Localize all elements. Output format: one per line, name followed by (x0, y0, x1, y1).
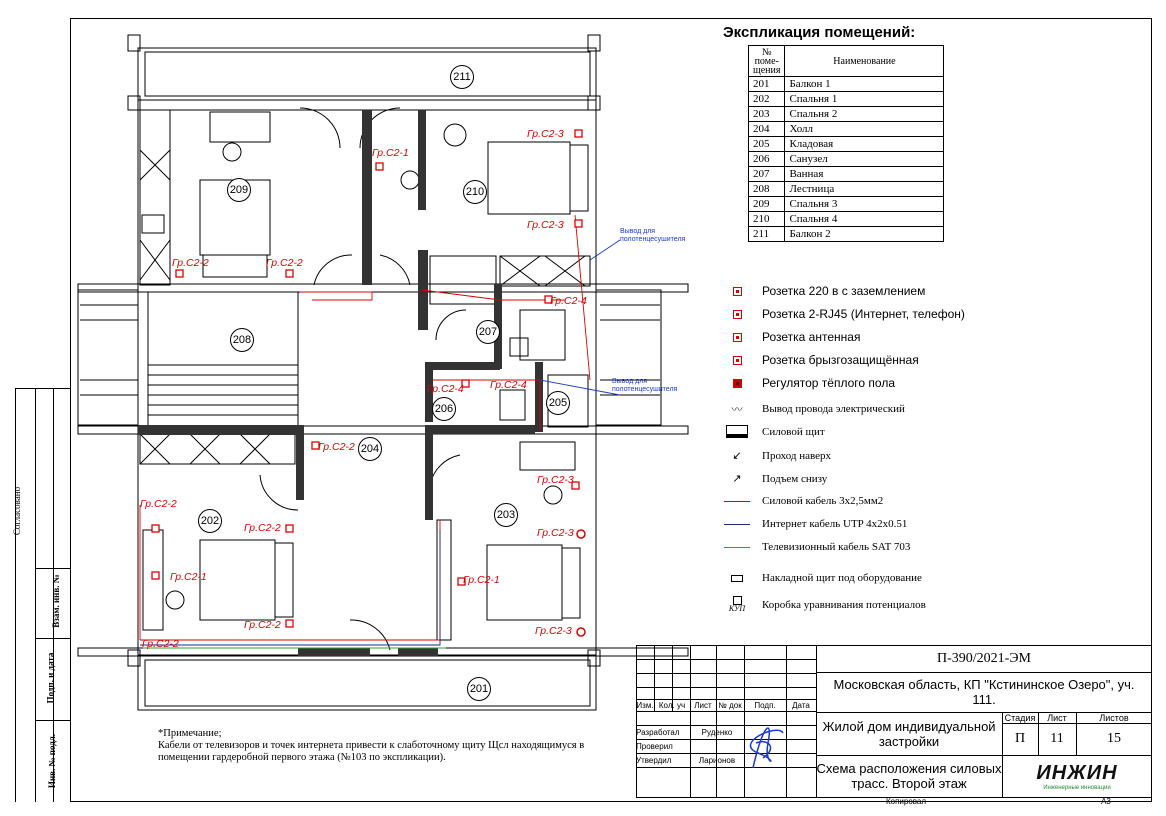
room-name: Ванная (785, 167, 944, 182)
room-number: 201 (467, 677, 491, 701)
side-sign-date: Подп. и дата (45, 652, 56, 704)
room-name: Санузел (785, 152, 944, 167)
room-number: 202 (198, 509, 222, 533)
note-line: Кабели от телевизоров и точек интернета привести к слаботочному щиту Щсл находящимуся в (158, 740, 585, 751)
room-num: 205 (749, 137, 785, 152)
object-name: Жилой дом индивидуальной застройки (822, 718, 996, 749)
note (158, 728, 584, 764)
room-num: 206 (749, 152, 785, 167)
legend-rise-below: ↗ Подъем снизу (722, 472, 827, 485)
company-logo (1002, 755, 1152, 797)
tb-col-kol: Кол. уч (658, 700, 686, 710)
legend-pass-up: ↙ Проход наверх (722, 449, 831, 462)
power-cable-line (724, 501, 750, 502)
explication-row (749, 212, 944, 227)
room-number: 206 (432, 397, 456, 421)
side-stamp (12, 388, 70, 802)
group-label: Гр.С2-4 (427, 383, 464, 395)
logo-subtext: Инженерные инновации (1043, 784, 1111, 791)
signature (748, 713, 788, 773)
tb-person: Руденко (701, 727, 733, 737)
explication-row (749, 137, 944, 152)
room-num: 204 (749, 122, 785, 137)
copied-label: Копировал (885, 796, 927, 806)
format-label: А3 (1101, 796, 1111, 806)
group-label: Гр.С2-3 (537, 474, 574, 486)
tb-role: Утвердил (636, 755, 672, 765)
tb-col-date: Дата (792, 700, 810, 710)
socket-antenna-icon (733, 333, 742, 342)
room-number: 211 (450, 65, 474, 89)
side-agreed: Согласовано (12, 486, 23, 536)
room-name: Спальня 3 (785, 197, 944, 212)
internet-cable-line (724, 524, 750, 525)
note-title: *Примечание; (158, 728, 222, 739)
room-name: Спальня 4 (785, 212, 944, 227)
legend-internet-cable: Интернет кабель UTP 4х2х0.51 (722, 518, 907, 530)
room-number: 209 (227, 178, 251, 202)
room-name: Кладовая (785, 137, 944, 152)
logo-text: ИНЖИН (1036, 761, 1118, 784)
group-label: Гр.С2-2 (142, 638, 179, 650)
group-label: Гр.С2-2 (244, 522, 281, 534)
tb-role: Проверил (636, 741, 673, 751)
stage-value: П (1014, 731, 1026, 746)
legend-socket-ground: Розетка 220 в с заземлением (722, 284, 925, 298)
group-label: Гр.С2-2 (140, 498, 177, 510)
room-number: 204 (358, 437, 382, 461)
sheets-value: 15 (1107, 731, 1121, 746)
legend-surface-panel: Накладной щит под оборудование (722, 572, 922, 584)
tb-person (690, 739, 744, 753)
explication-row (749, 227, 944, 242)
explication-row (749, 167, 944, 182)
arrow-up-icon: ↙ (732, 450, 742, 462)
legend-power-cable: Силовой кабель 3х2,5мм2 (722, 495, 883, 507)
room-name: Балкон 1 (785, 77, 944, 92)
room-number: 208 (230, 328, 254, 352)
location: Московская область, КП "Кстининское Озеро", уч. 111. (833, 677, 1135, 707)
group-label: Гр.С2-2 (266, 257, 303, 269)
socket-ground-icon (733, 287, 742, 296)
legend-tv-cable: Телевизионный кабель SAT 703 (722, 541, 910, 553)
socket-rj45-icon (733, 310, 742, 319)
explication-row (749, 152, 944, 167)
side-inv: Взам. инв. № (50, 574, 61, 628)
group-label: Гр.С2-1 (463, 574, 500, 586)
tb-col-doc: № док (718, 700, 742, 710)
tb-col-list: Лист (694, 700, 712, 710)
legend-floor-heat: Регулятор тёплого пола (722, 376, 895, 390)
towel-dryer-note: Вывод для полотенцесушителя (620, 228, 686, 243)
side-inv-orig: Инв. № подл. (47, 733, 58, 789)
group-label: Гр.С2-3 (535, 625, 572, 637)
legend-wire-outlet: 〰 Вывод провода электрический (722, 401, 905, 417)
floor-plan (75, 25, 715, 715)
tb-col-izm: Изм. (636, 700, 654, 710)
explication-table (748, 45, 944, 242)
col-num-header: № поме- щения (749, 46, 785, 77)
room-name: Спальня 2 (785, 107, 944, 122)
legend-socket-splash: Розетка брызгозащищённая (722, 353, 919, 367)
room-num: 203 (749, 107, 785, 122)
room-number: 207 (476, 320, 500, 344)
group-label: Гр.С2-4 (550, 295, 587, 307)
explication-row (749, 182, 944, 197)
explication-title: Экспликация помещений: (723, 24, 916, 41)
room-number: 210 (463, 180, 487, 204)
room-num: 208 (749, 182, 785, 197)
sheet-value: 11 (1050, 731, 1064, 746)
room-name: Спальня 1 (785, 92, 944, 107)
title-block (636, 645, 1152, 806)
arrow-rise-icon: ↗ (732, 473, 742, 485)
room-name: Балкон 2 (785, 227, 944, 242)
tb-col-sign: Подп. (754, 700, 776, 710)
col-name-header: Наименование (785, 46, 944, 77)
legend-equipotential: КУП Коробка уравнивания потенциалов (722, 596, 926, 613)
power-panel-icon (726, 425, 748, 438)
room-num: 211 (749, 227, 785, 242)
room-num: 207 (749, 167, 785, 182)
group-label: Гр.С2-2 (244, 619, 281, 631)
group-label: Гр.С2-4 (490, 379, 527, 391)
room-num: 202 (749, 92, 785, 107)
group-label: Гр.С2-3 (537, 527, 574, 539)
legend-socket-rj45: Розетка 2-RJ45 (Интернет, телефон) (722, 307, 965, 321)
stage-label: Стадия (1004, 712, 1036, 723)
legend-power-panel: Силовой щит (722, 425, 825, 438)
explication-row (749, 77, 944, 92)
doc-code: П-390/2021-ЭМ (936, 650, 1031, 666)
group-label: Гр.С2-2 (172, 257, 209, 269)
group-label: Гр.С2-1 (170, 571, 207, 583)
towel-dryer-note: Вывод для полотенцесушителя (612, 378, 678, 393)
explication-row (749, 107, 944, 122)
room-number: 203 (494, 503, 518, 527)
note-line: помещении гардеробной первого этажа (№103 по экспликации). (158, 752, 446, 763)
sheet-title: Схема расположения силовых трасс. Второй этаж (816, 761, 1002, 791)
room-name: Лестница (785, 182, 944, 197)
floor-heat-icon (733, 379, 742, 388)
explication-row (749, 122, 944, 137)
legend-socket-antenna: Розетка антенная (722, 330, 860, 344)
surface-panel-icon (731, 575, 743, 582)
sheets-label: Листов (1099, 712, 1129, 723)
sheet-label: Лист (1047, 712, 1067, 723)
group-label: Гр.С2-1 (372, 147, 409, 159)
wire-outlet-icon: 〰 (731, 404, 743, 416)
room-number: 205 (546, 391, 570, 415)
room-num: 210 (749, 212, 785, 227)
group-label: Гр.С2-3 (527, 128, 564, 140)
room-num: 201 (749, 77, 785, 92)
explication-row (749, 197, 944, 212)
room-num: 209 (749, 197, 785, 212)
explication-row (749, 92, 944, 107)
tb-person: Ларионов (698, 755, 736, 765)
group-label: Гр.С2-3 (527, 219, 564, 231)
socket-splash-icon (733, 356, 742, 365)
tv-cable-line (724, 547, 750, 548)
room-name: Холл (785, 122, 944, 137)
group-label: Гр.С2-2 (318, 441, 355, 453)
tb-role: Разработал (636, 727, 680, 737)
